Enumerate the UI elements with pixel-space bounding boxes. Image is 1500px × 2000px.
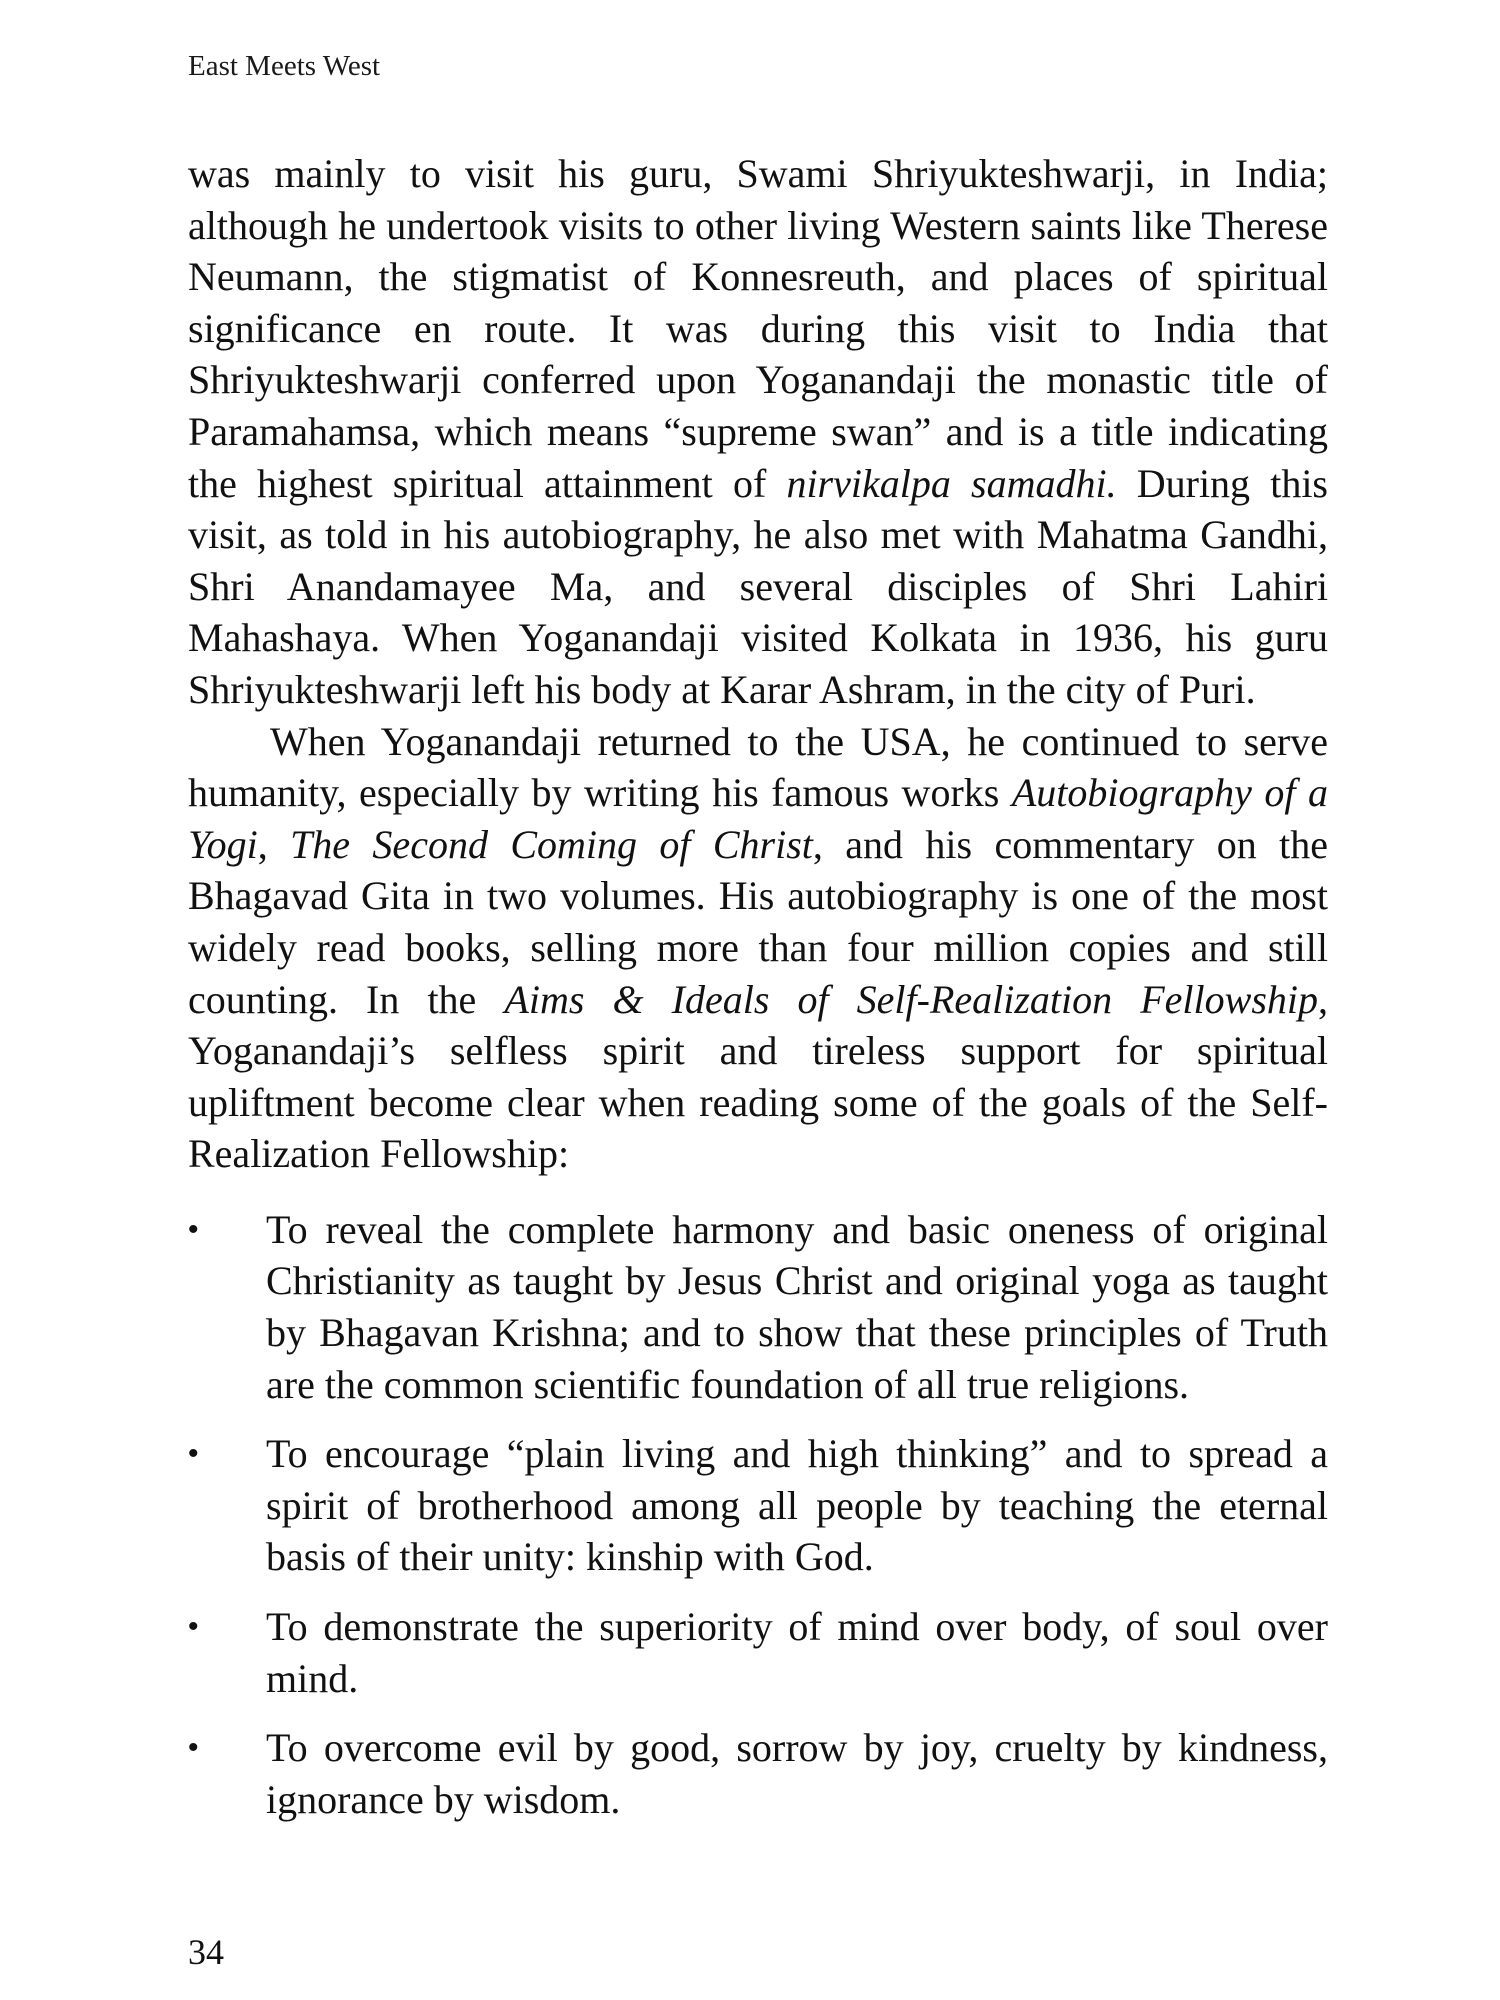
- bullet-icon: •: [188, 1610, 199, 1644]
- list-item-text: To reveal the complete harmony and basic oneness of original Christianity as taught by Jesus Christ and original yoga as taught by Bhagavan Krishna; and to show that these principles of Truth are the common scientific foundation of all true religions.: [266, 1206, 1328, 1407]
- bullet-icon: •: [188, 1731, 199, 1765]
- text-run: When Yoganandaji returned to the USA, he continued to serve humanity, especially by writing his famous works: [188, 718, 1328, 816]
- list-item: [188, 1204, 1328, 1410]
- paragraph-continuation: [188, 148, 1328, 716]
- italic-term: nirvikalpa samadhi.: [786, 460, 1117, 506]
- page-number: 34: [188, 1932, 224, 1972]
- book-title-aims-ideals: Aims & Ideals of Self-Realization Fellowship: [504, 976, 1319, 1022]
- list-item: [188, 1722, 1328, 1825]
- book-title-second-coming: The Second Coming of Christ: [290, 821, 813, 867]
- text-run: ,: [257, 821, 291, 867]
- text-run: was mainly to visit his guru, Swami Shriyukteshwarji, in India; although he undertook visits to other living Western saints like Therese Neumann, the stigmatist of Konnesreuth, and places of spiritual significance en route. It was during this visit to India that Shriyukteshwarji conferred upon Yoganandaji the monastic title of Paramahamsa, which means “supreme swan” and is a title indicating the highest spiritual attainment of: [188, 151, 1328, 506]
- text-run: , Yoganandaji’s selfless spirit and tireless support for spiritual upliftment become clear when reading some of the goals of the Self-Realization Fellowship:: [188, 976, 1329, 1177]
- list-item-text: To demonstrate the superiority of mind over body, of soul over mind.: [266, 1604, 1328, 1701]
- paragraph-works: [188, 716, 1328, 1180]
- book-title-autobiography: Autobiography of a Yogi: [188, 770, 1329, 867]
- list-item: [188, 1428, 1328, 1583]
- bullet-icon: •: [188, 1437, 199, 1471]
- text-run: , and his commentary on the Bhagavad Gita in two volumes. His autobiography is one of the most widely read books, selling more than four million copies and still counting. In the: [188, 821, 1328, 1022]
- goals-list: [188, 1204, 1328, 1826]
- list-item-text: To encourage “plain living and high thinking” and to spread a spirit of brotherhood among all people by teaching the eternal basis of their unity: kinship with God.: [266, 1431, 1328, 1580]
- bullet-icon: •: [188, 1212, 199, 1246]
- list-item: [188, 1601, 1328, 1704]
- page-body: [188, 148, 1328, 1843]
- running-header: East Meets West: [188, 50, 381, 82]
- list-item-text: To overcome evil by good, sorrow by joy, cruelty by kindness, ignorance by wisdom.: [266, 1725, 1328, 1822]
- text-run: During this visit, as told in his autobiography, he also met with Mahatma Gandhi, Shri Anandamayee Ma, and several disciples of Shri Lahiri Mahashaya. When Yoganandaji visited Kolkata in 1936, his guru Shriyukteshwarji left his body at Karar Ashram, in the city of Puri.: [188, 460, 1328, 712]
